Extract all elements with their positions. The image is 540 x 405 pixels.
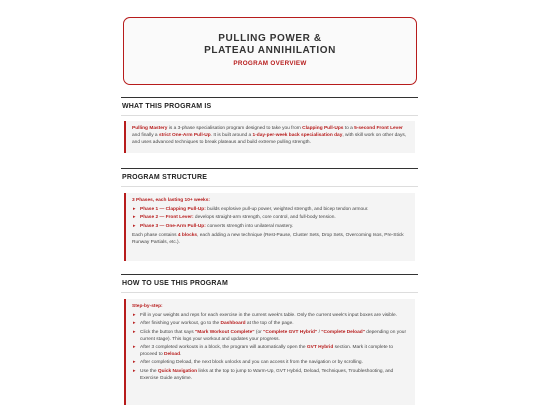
text-span: , each adding a new technique (Rest-Pause, Cluster Sets, Drop Sets, Overcoming Isos, Pre-Stick Runway Partials, etc.). [132,232,404,246]
text-span: . [180,352,182,358]
program-title [124,18,416,57]
text-span: / [317,329,322,335]
section-divider [121,168,418,169]
highlight-front-lever: 5-second Front Lever [354,126,403,131]
gvt-hybrid-highlight: GVT Hybrid [306,345,334,351]
program-subtitle: PROGRAM OVERVIEW [233,60,307,67]
blocks-paragraph [132,232,409,246]
text-span: . It is built around a [210,133,253,139]
blocks-highlight: 4 blocks [177,232,198,238]
text-span: After 3 completed workouts in a block, the program will automatically open the [140,345,307,351]
text-span: After finishing your workout, go to the [140,321,221,327]
phase-item [132,214,409,221]
phase-label: Phase 2 — Front Lever: [140,215,194,221]
section-underline [121,292,418,293]
step-item [132,320,409,327]
text-span: Click the button that says [140,329,195,335]
highlight-clapping: Clapping Pull-Ups [302,126,344,131]
text-span: Each phase contains [132,232,178,238]
structure-box [124,193,415,261]
step-item [132,312,409,319]
text-span: section. Mark it complete to proceed to [140,345,394,358]
highlight-one-arm: strict One-Arm Pull-Up [158,133,211,139]
step-item [132,368,409,382]
phase-text: develops straight-arm strength, core control, and full-body tension. [193,215,336,221]
text-span: (or [254,329,264,335]
text-span: at the top of the page. [245,321,294,327]
text-span: and finally a [132,133,159,139]
program-name: Pulling Mastery [132,126,168,131]
step-item [132,359,409,366]
section-underline [121,186,418,187]
step-item [132,344,409,358]
step-text: After completing Deload, the next block unlocks and you can access it from the navigation or by scrolling. [140,360,363,366]
phase-item [132,206,409,213]
text-span: to a [343,126,355,131]
phases-heading: 3 Phases, each lasting 10+ weeks: [132,198,210,203]
program-header-card [123,17,417,85]
phase-text: builds explosive pull-up power, weighted strength, and bicep tendon armour. [205,207,369,213]
phase-text: converts strength into unilateral mastery. [205,223,294,229]
title-line-1: PULLING POWER & [218,33,322,44]
phase-item [132,223,409,230]
section-title-how: HOW TO USE THIS PROGRAM [122,280,228,287]
step-item [132,329,409,343]
phase-label: Phase 1 — Clapping Pull-Up: [140,207,206,213]
title-line-2: PLATEAU ANNIHILATION [204,45,336,56]
section-title-structure: PROGRAM STRUCTURE [122,174,208,181]
deload-complete-highlight: "Complete Deload" [321,329,365,335]
what-program-paragraph [132,125,409,147]
deload-highlight: Deload [164,352,181,358]
dashboard-highlight: Dashboard [220,321,246,327]
text-span: is a 3-phase specialisation program designed to take you from [167,126,303,131]
what-program-box [124,121,415,153]
phase-label: Phase 3 — One-Arm Pull-Up: [140,223,206,229]
step-list [132,312,409,382]
text-span: depending on your current stage). This logs your workout and updates your progress. [140,329,407,342]
step-text: Fill in your weights and reps for each exercise in the current week's table. Only the current week's input boxes are visible. [140,313,397,319]
highlight-specialisation-day: 1-day-per-week back specialisation day [252,133,343,139]
gvt-complete-highlight: "Complete GVT Hybrid" [263,329,318,335]
phase-list [132,206,409,230]
mark-complete-highlight: "Mark Workout Complete" [194,329,255,335]
section-underline [121,115,418,116]
quick-nav-highlight: Quick Navigation [157,368,198,374]
text-span: links at the top to jump to Warm-Up, GVT Hybrid, Deload, Techniques, Troubleshooting, and Exercise Guide anytime. [140,368,394,381]
section-title-what: WHAT THIS PROGRAM IS [122,103,212,110]
text-span: Use the [140,368,158,374]
steps-heading: Step-by-step: [132,304,163,309]
section-divider [121,97,418,98]
section-divider [121,274,418,275]
how-to-box [124,299,415,405]
text-span: , with skill work on other days, and uses advanced techniques to break plateaus and build extreme pulling strength. [132,133,407,146]
